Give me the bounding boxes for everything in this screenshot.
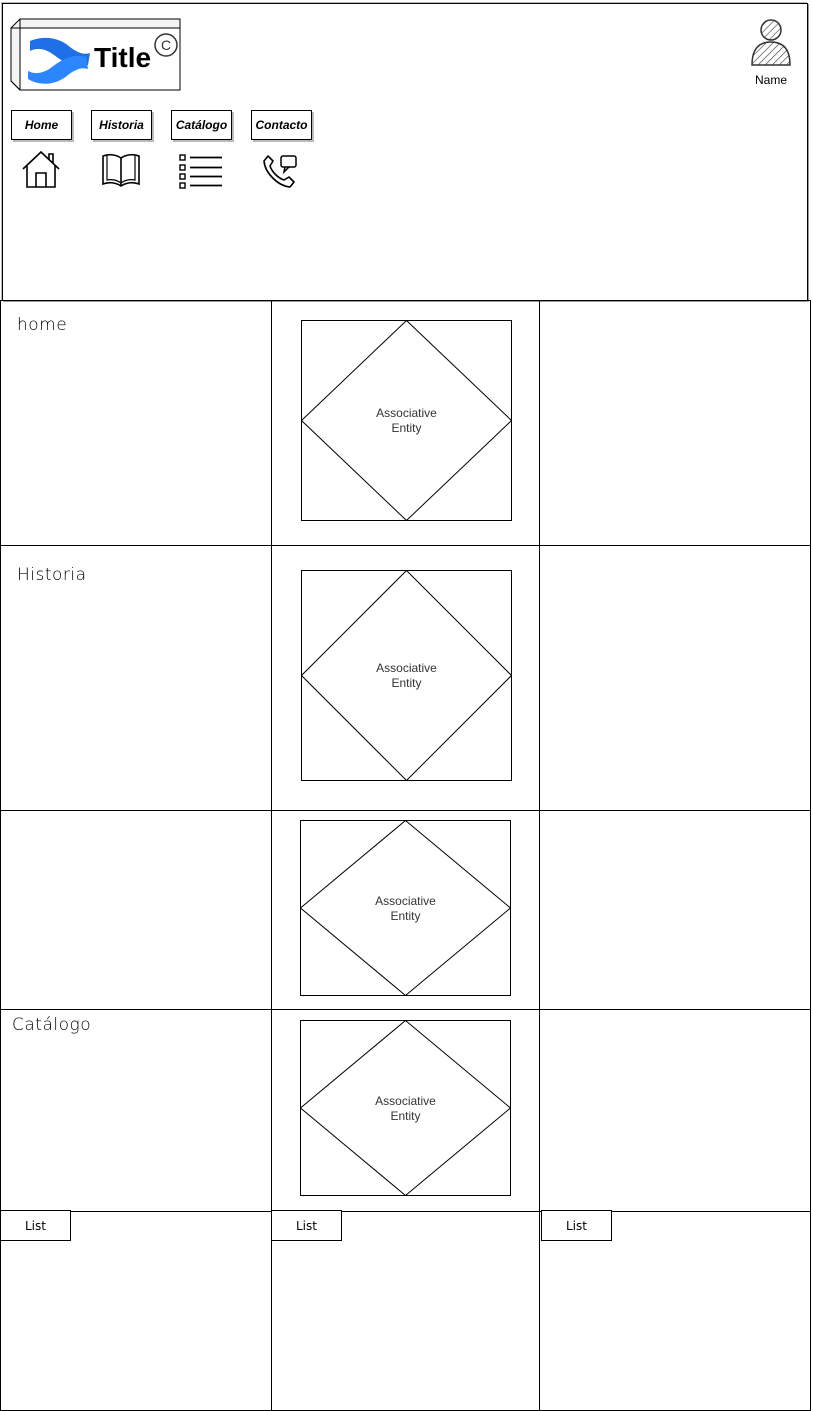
entity-label: Associative Entity [376,406,437,435]
list-icon[interactable] [178,152,224,190]
grid-cell [539,810,811,1010]
entity-label: Associative Entity [376,661,437,690]
list-tab[interactable]: List [541,1210,612,1241]
catalogo-label: Catálogo [12,1015,92,1035]
list-panel [271,1211,540,1411]
list-tab[interactable]: List [0,1210,71,1241]
svg-text:C: C [160,37,172,53]
list-tab[interactable]: List [271,1210,342,1241]
user-avatar-icon[interactable] [748,18,794,68]
grid-cell [539,1009,811,1212]
nav-home-button[interactable]: Home [11,110,72,140]
grid-cell [0,810,272,1010]
grid-cell [539,545,811,811]
historia-label: Historia [17,565,87,585]
home-label: home [17,315,68,335]
grid-cell [539,300,811,546]
associative-entity[interactable] [300,820,511,996]
associative-entity[interactable] [301,320,512,521]
user-name: Name [754,73,787,87]
page-title: Title [94,42,152,73]
entity-label: Associative Entity [375,1094,436,1123]
copyright-icon [154,33,180,59]
associative-entity[interactable] [301,570,512,781]
brand-logo-icon [26,33,92,89]
home-icon[interactable] [20,150,62,190]
book-icon[interactable] [100,150,142,190]
nav-contacto-button[interactable]: Contacto [251,110,312,140]
nav-catalogo-button[interactable]: Catálogo [171,110,232,140]
associative-entity[interactable] [300,1020,511,1196]
list-panel [539,1211,811,1411]
catalogo-section-cell [0,1009,272,1212]
nav-historia-button[interactable]: Historia [91,110,152,140]
home-section-cell [0,300,272,546]
entity-label: Associative Entity [375,894,436,923]
phone-chat-icon[interactable] [260,152,302,192]
list-panel [0,1211,272,1411]
